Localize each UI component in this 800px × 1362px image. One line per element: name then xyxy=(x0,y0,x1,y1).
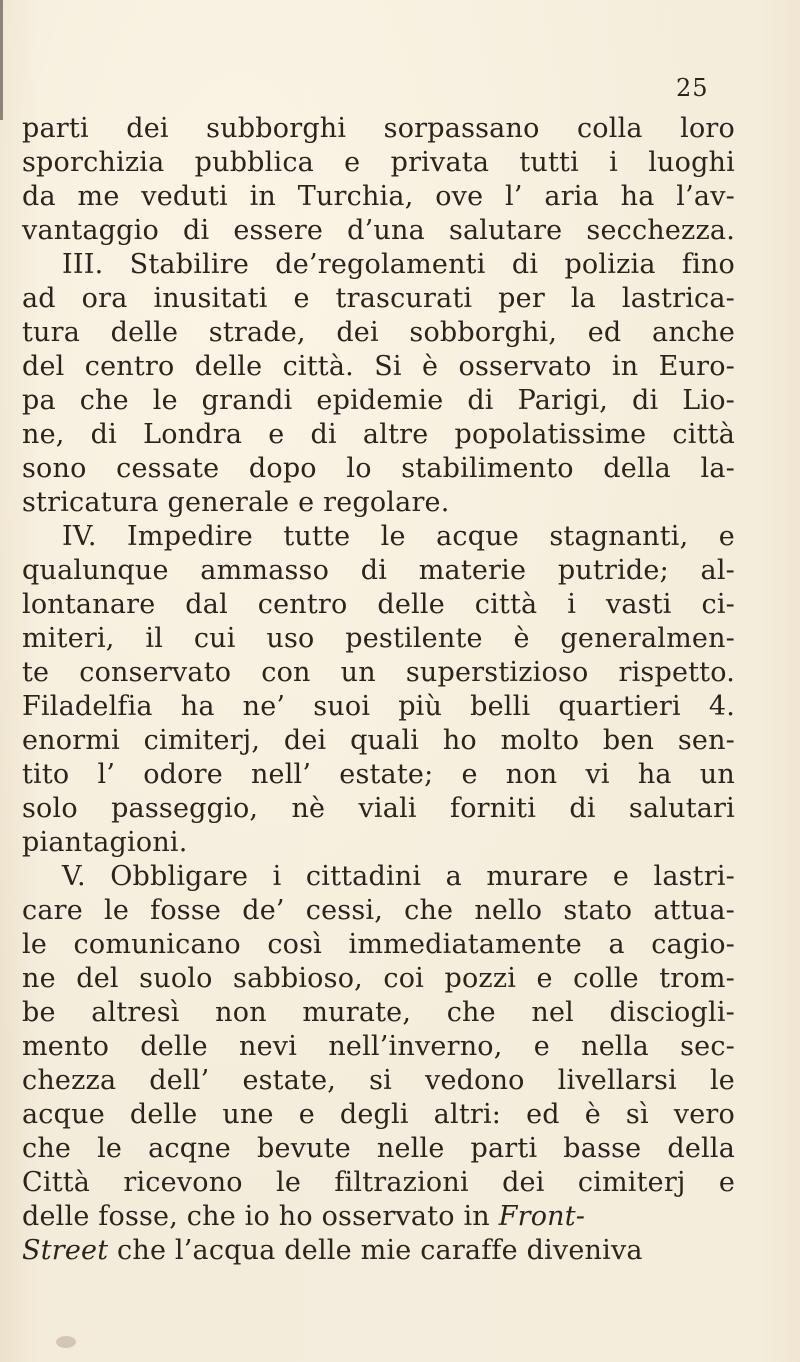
text-line: le comunicano così immediatamente a cagio- xyxy=(22,929,735,960)
text-line: Città ricevono le filtrazioni dei cimiterj e xyxy=(22,1167,735,1198)
text-line: stricatura generale e regolare. xyxy=(22,487,450,518)
ink-smudge xyxy=(56,1336,76,1348)
text-line: acque delle une e degli altri: ed è sì vero xyxy=(22,1099,735,1130)
text-line: be altresì non murate, che nel disciogli- xyxy=(22,997,735,1028)
italic-word: Front- xyxy=(498,1201,586,1232)
text-line: te conservato con un superstizioso rispetto. xyxy=(22,657,735,688)
text-line: solo passeggio, nè viali forniti di salutari xyxy=(22,793,735,824)
text-line: care le fosse de’ cessi, che nello stato attua- xyxy=(22,895,735,926)
text-segment: delle fosse, che io ho osservato in xyxy=(22,1201,499,1232)
text-line: chezza dell’ estate, si vedono livellarsi le xyxy=(22,1065,735,1096)
page-number: 25 xyxy=(676,74,709,102)
text-line: piantagioni. xyxy=(22,827,188,858)
text-line: enormi cimiterj, dei quali ho molto ben sen- xyxy=(22,725,735,756)
text-line: III. Stabilire de’regolamenti di polizia fino xyxy=(62,249,735,280)
text-line: qualunque ammasso di materie putride; al- xyxy=(22,555,735,586)
text-line: che le acqne bevute nelle parti basse della xyxy=(22,1133,735,1164)
text-line: mento delle nevi nell’inverno, e nella sec- xyxy=(22,1031,735,1062)
italic-word: Street xyxy=(22,1235,109,1266)
text-line: IV. Impedire tutte le acque stagnanti, e xyxy=(62,521,735,552)
text-line: del centro delle città. Si è osservato in Euro- xyxy=(22,351,735,382)
page-edge xyxy=(0,0,3,120)
text-line: ne del suolo sabbioso, coi pozzi e colle trom- xyxy=(22,963,735,994)
text-line: sporchizia pubblica e privata tutti i luoghi xyxy=(22,147,735,178)
text-line: tito l’ odore nell’ estate; e non vi ha un xyxy=(22,759,735,790)
text-segment: che l’acqua delle mie caraffe diveniva xyxy=(108,1235,643,1266)
text-line: ne, di Londra e di altre popolatissime città xyxy=(22,419,735,450)
text-line: ad ora inusitati e trascurati per la lastrica- xyxy=(22,283,735,314)
text-line: parti dei subborghi sorpassano colla loro xyxy=(22,113,735,144)
text-line: lontanare dal centro delle città i vasti ci- xyxy=(22,589,735,620)
text-line: da me veduti in Turchia, ove l’ aria ha l’av- xyxy=(22,181,735,212)
text-line: miteri, il cui uso pestilente è generalmen- xyxy=(22,623,735,654)
text-line: Filadelfia ha ne’ suoi più belli quartieri 4. xyxy=(22,691,735,722)
text-line: pa che le grandi epidemie di Parigi, di Lio- xyxy=(22,385,735,416)
text-line: tura delle strade, dei sobborghi, ed anche xyxy=(22,317,735,348)
text-line: vantaggio di essere d’una salutare secchezza. xyxy=(22,215,735,246)
text-line xyxy=(22,1234,735,1268)
text-line xyxy=(22,1200,735,1234)
text-line: V. Obbligare i cittadini a murare e lastri- xyxy=(62,861,735,892)
text-line: sono cessate dopo lo stabilimento della la- xyxy=(22,453,735,484)
